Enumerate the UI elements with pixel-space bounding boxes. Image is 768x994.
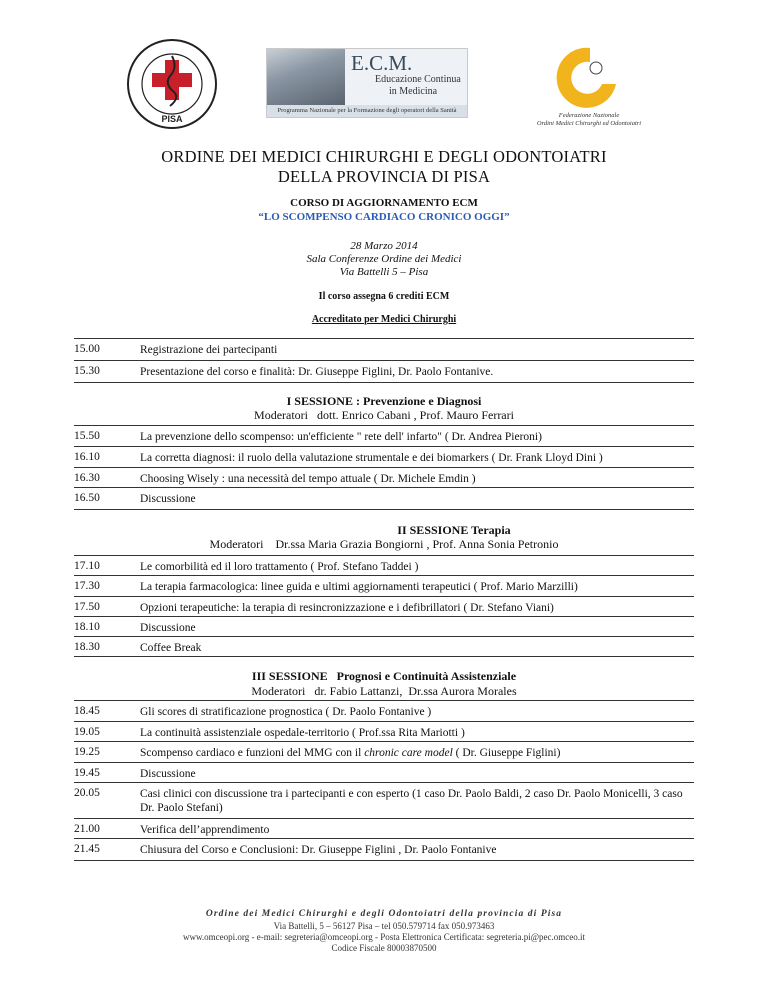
session-1-moderators: Moderatori dott. Enrico Cabani , Prof. Mauro Ferrari bbox=[254, 408, 514, 422]
row-text: La prevenzione dello scompenso: un'efficiente " rete dell' infarto" ( Dr. Andrea Pieroni) bbox=[140, 431, 542, 443]
schedule-row bbox=[74, 741, 694, 764]
row-text: Choosing Wisely : una necessità del tempo attuale ( Dr. Michele Emdin ) bbox=[140, 473, 476, 485]
schedule-row bbox=[74, 700, 694, 723]
ecm-photo bbox=[267, 49, 345, 105]
session-3-title: III SESSIONE Prognosi e Continuità Assistenziale bbox=[251, 669, 517, 683]
divider bbox=[74, 382, 694, 383]
schedule-row bbox=[74, 360, 694, 383]
row-text: Gli scores di stratificazione prognostica ( Dr. Paolo Fontanive ) bbox=[140, 706, 432, 718]
row-text-post: ( Dr. Giuseppe Figlini) bbox=[452, 747, 561, 759]
fnom-name-2: Ordini Medici Chirurghi ed Odontoiatri bbox=[536, 120, 642, 127]
row-time: 17.50 bbox=[74, 601, 100, 613]
session-3-moderators: Moderatori dr. Fabio Lattanzi, Dr.ssa Aurora Morales bbox=[251, 684, 517, 698]
ecm-logo bbox=[266, 48, 468, 118]
schedule-row bbox=[74, 838, 694, 861]
schedule-row bbox=[74, 425, 694, 448]
fnom-name-1: Federazione Nazionale bbox=[558, 112, 620, 119]
row-time: 20.05 bbox=[74, 787, 100, 799]
row-time: 19.05 bbox=[74, 726, 100, 738]
session-2-title: II SESSIONE Terapia bbox=[397, 523, 511, 537]
schedule-row bbox=[74, 575, 694, 598]
row-text: Coffee Break bbox=[140, 642, 202, 654]
row-text-italic: chronic care model bbox=[364, 747, 453, 759]
row-text: Verifica dell’apprendimento bbox=[140, 824, 270, 836]
header-line-1: ORDINE DEI MEDICI CHIRURGHI E DEGLI ODONTOIATRI bbox=[161, 147, 607, 166]
schedule-row bbox=[74, 446, 694, 469]
row-text: La continuità assistenziale ospedale-territorio ( Prof.ssa Rita Mariotti ) bbox=[140, 727, 465, 739]
schedule-row bbox=[74, 338, 694, 361]
ecm-title: E.C.M. bbox=[351, 51, 413, 75]
row-text: Opzioni terapeutiche: la terapia di resincronizzazione e i defibrillatori ( Dr. Stefano Viani) bbox=[140, 602, 554, 614]
session-2-moderators: Moderatori Dr.ssa Maria Grazia Bongiorni , Prof. Anna Sonia Petronio bbox=[209, 537, 559, 551]
footer-address: Via Battelli, 5 – 56127 Pisa – tel 050.579714 fax 050.973463 bbox=[273, 921, 495, 931]
row-text: Casi clinici con discussione tra i partecipanti e con esperto (1 caso Dr. Paolo Baldi, 2 caso Dr. Paolo Monicelli, 3 caso Dr. Paolo Stefani) bbox=[140, 788, 683, 814]
row-time: 18.30 bbox=[74, 641, 100, 653]
course-date: 28 Marzo 2014 bbox=[350, 240, 418, 252]
row-time: 15.00 bbox=[74, 343, 100, 355]
session-1-title: I SESSIONE : Prevenzione e Diagnosi bbox=[286, 394, 482, 408]
row-text: Le comorbilità ed il loro trattamento ( Prof. Stefano Taddei ) bbox=[140, 561, 419, 573]
fnom-name bbox=[526, 112, 652, 128]
divider bbox=[74, 656, 694, 657]
row-text: Registrazione dei partecipanti bbox=[140, 344, 278, 356]
row-time: 17.10 bbox=[74, 560, 100, 572]
ecm-band: Programma Nazionale per la Formazione degli operatori della Sanità bbox=[267, 105, 467, 117]
row-text: La terapia farmacologica: linee guida e ultimi aggiornamenti terapeutici ( Prof. Mario Marzilli) bbox=[140, 581, 578, 593]
row-time: 19.45 bbox=[74, 767, 100, 779]
row-time: 18.45 bbox=[74, 705, 100, 717]
course-address: Via Battelli 5 – Pisa bbox=[339, 266, 429, 278]
row-time: 15.50 bbox=[74, 430, 100, 442]
ecm-subtitle-2: in Medicina bbox=[389, 86, 438, 97]
footer-title: Ordine dei Medici Chirurghi e degli Odontoiatri della provincia di Pisa bbox=[205, 909, 563, 919]
seal-city-text: PISA bbox=[161, 114, 183, 124]
row-time: 17.30 bbox=[74, 580, 100, 592]
row-time: 21.00 bbox=[74, 823, 100, 835]
row-time: 16.50 bbox=[74, 492, 100, 504]
header-line-2: DELLA PROVINCIA DI PISA bbox=[277, 167, 491, 186]
row-text: Discussione bbox=[140, 768, 196, 780]
row-text-pre: Scompenso cardiaco e funzioni del MMG con il bbox=[140, 747, 365, 759]
row-time: 19.25 bbox=[74, 746, 100, 758]
footer-fiscal-code: Codice Fiscale 80003870500 bbox=[331, 943, 437, 953]
row-text: Discussione bbox=[140, 622, 196, 634]
divider bbox=[74, 509, 694, 510]
divider bbox=[74, 860, 694, 861]
row-time: 16.10 bbox=[74, 451, 100, 463]
accreditation-note: Accreditato per Medici Chirurghi bbox=[311, 314, 457, 325]
row-text: Presentazione del corso e finalità: Dr. Giuseppe Figlini, Dr. Paolo Fontanive. bbox=[140, 366, 494, 378]
row-time: 18.10 bbox=[74, 621, 100, 633]
row-text: Discussione bbox=[140, 493, 196, 505]
course-venue: Sala Conferenze Ordine dei Medici bbox=[306, 253, 462, 265]
credits-note: Il corso assegna 6 crediti ECM bbox=[318, 291, 450, 302]
row-text bbox=[140, 746, 692, 760]
row-time: 15.30 bbox=[74, 365, 100, 377]
course-title: “LO SCOMPENSO CARDIACO CRONICO OGGI” bbox=[258, 211, 510, 223]
footer-contacts: www.omceopi.org - e-mail: segreteria@omceopi.org - Posta Elettronica Certificata: segreteria.pi@pec.omceo.it bbox=[182, 932, 586, 942]
row-time: 16.30 bbox=[74, 472, 100, 484]
ordine-seal-logo bbox=[126, 38, 218, 130]
row-time: 21.45 bbox=[74, 843, 100, 855]
course-label: CORSO DI AGGIORNAMENTO ECM bbox=[290, 197, 478, 209]
schedule-row bbox=[74, 487, 694, 510]
ecm-subtitle-1: Educazione Continua bbox=[375, 74, 461, 85]
row-text: La corretta diagnosi: il ruolo della valutazione strumentale e dei biomarkers ( Dr. Frank Lloyd Dini ) bbox=[140, 452, 603, 464]
row-text: Chiusura del Corso e Conclusioni: Dr. Giuseppe Figlini , Dr. Paolo Fontanive bbox=[140, 844, 497, 856]
schedule-row bbox=[74, 782, 694, 819]
